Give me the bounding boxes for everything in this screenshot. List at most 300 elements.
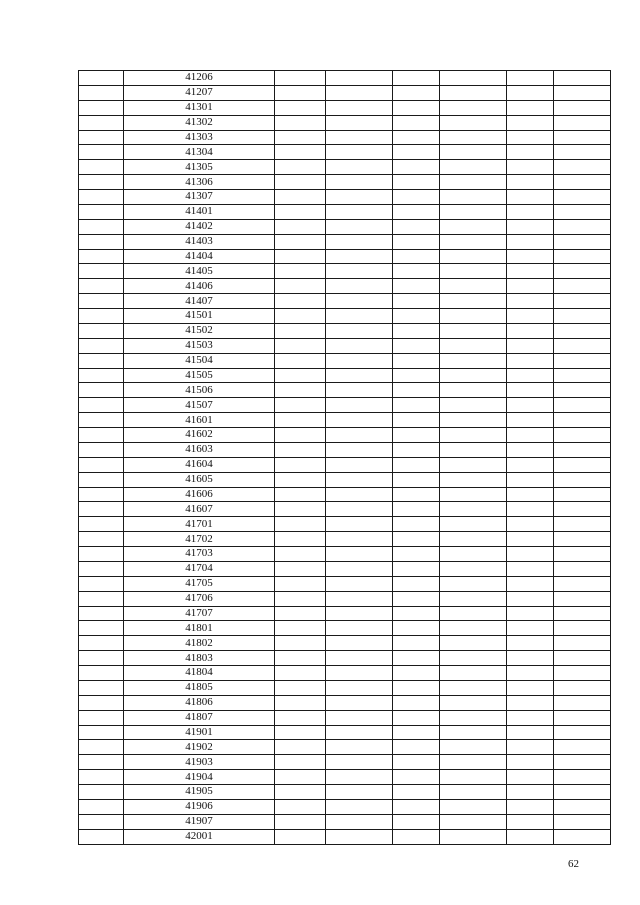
empty-cell bbox=[440, 591, 507, 606]
room-code-cell: 41805 bbox=[124, 680, 275, 695]
empty-cell bbox=[554, 502, 611, 517]
empty-cell bbox=[554, 666, 611, 681]
empty-cell bbox=[507, 755, 554, 770]
table-row bbox=[79, 145, 611, 160]
empty-cell bbox=[554, 145, 611, 160]
empty-cell bbox=[79, 770, 124, 785]
empty-cell bbox=[554, 264, 611, 279]
empty-cell bbox=[440, 338, 507, 353]
empty-cell bbox=[275, 71, 326, 86]
empty-cell bbox=[79, 576, 124, 591]
empty-cell bbox=[507, 85, 554, 100]
empty-cell bbox=[507, 130, 554, 145]
table-row bbox=[79, 785, 611, 800]
empty-cell bbox=[275, 353, 326, 368]
empty-cell bbox=[79, 145, 124, 160]
empty-cell bbox=[507, 279, 554, 294]
empty-cell bbox=[326, 398, 393, 413]
empty-cell bbox=[326, 145, 393, 160]
empty-cell bbox=[326, 160, 393, 175]
empty-cell bbox=[440, 725, 507, 740]
table-row bbox=[79, 175, 611, 190]
empty-cell bbox=[507, 100, 554, 115]
empty-cell bbox=[393, 695, 440, 710]
table-body bbox=[79, 71, 611, 845]
table-row bbox=[79, 71, 611, 86]
room-code-cell: 41905 bbox=[124, 785, 275, 800]
empty-cell bbox=[326, 428, 393, 443]
empty-cell bbox=[275, 680, 326, 695]
empty-cell bbox=[326, 323, 393, 338]
empty-cell bbox=[440, 517, 507, 532]
empty-cell bbox=[79, 115, 124, 130]
empty-cell bbox=[275, 264, 326, 279]
empty-cell bbox=[554, 309, 611, 324]
room-code-cell: 41303 bbox=[124, 130, 275, 145]
room-code-cell: 41803 bbox=[124, 651, 275, 666]
empty-cell bbox=[393, 413, 440, 428]
empty-cell bbox=[440, 398, 507, 413]
empty-cell bbox=[79, 710, 124, 725]
empty-cell bbox=[79, 71, 124, 86]
room-code-cell: 41305 bbox=[124, 160, 275, 175]
room-code-cell: 41405 bbox=[124, 264, 275, 279]
empty-cell bbox=[393, 323, 440, 338]
empty-cell bbox=[393, 249, 440, 264]
empty-cell bbox=[326, 294, 393, 309]
empty-cell bbox=[554, 249, 611, 264]
empty-cell bbox=[393, 145, 440, 160]
empty-cell bbox=[507, 814, 554, 829]
empty-cell bbox=[326, 710, 393, 725]
empty-cell bbox=[275, 710, 326, 725]
empty-cell bbox=[554, 785, 611, 800]
table-row bbox=[79, 442, 611, 457]
empty-cell bbox=[393, 591, 440, 606]
empty-cell bbox=[326, 487, 393, 502]
room-code-cell: 41507 bbox=[124, 398, 275, 413]
empty-cell bbox=[440, 770, 507, 785]
empty-cell bbox=[554, 130, 611, 145]
table-row bbox=[79, 279, 611, 294]
room-code-cell: 41605 bbox=[124, 472, 275, 487]
empty-cell bbox=[326, 279, 393, 294]
empty-cell bbox=[393, 219, 440, 234]
table-row bbox=[79, 100, 611, 115]
empty-cell bbox=[507, 160, 554, 175]
empty-cell bbox=[326, 457, 393, 472]
empty-cell bbox=[440, 442, 507, 457]
empty-cell bbox=[554, 532, 611, 547]
empty-cell bbox=[275, 279, 326, 294]
empty-cell bbox=[507, 323, 554, 338]
empty-cell bbox=[554, 338, 611, 353]
empty-cell bbox=[79, 785, 124, 800]
empty-cell bbox=[326, 651, 393, 666]
empty-cell bbox=[440, 264, 507, 279]
empty-cell bbox=[507, 517, 554, 532]
table-row bbox=[79, 413, 611, 428]
empty-cell bbox=[79, 740, 124, 755]
room-code-cell: 41607 bbox=[124, 502, 275, 517]
empty-cell bbox=[326, 576, 393, 591]
room-code-cell: 41706 bbox=[124, 591, 275, 606]
empty-cell bbox=[275, 547, 326, 562]
room-code-cell: 41407 bbox=[124, 294, 275, 309]
empty-cell bbox=[440, 309, 507, 324]
empty-cell bbox=[554, 204, 611, 219]
empty-cell bbox=[507, 398, 554, 413]
empty-cell bbox=[275, 725, 326, 740]
table-row bbox=[79, 338, 611, 353]
empty-cell bbox=[326, 442, 393, 457]
empty-cell bbox=[326, 666, 393, 681]
room-code-cell: 41504 bbox=[124, 353, 275, 368]
empty-cell bbox=[79, 636, 124, 651]
empty-cell bbox=[275, 145, 326, 160]
empty-cell bbox=[507, 591, 554, 606]
empty-cell bbox=[393, 532, 440, 547]
empty-cell bbox=[507, 309, 554, 324]
room-code-cell: 41707 bbox=[124, 606, 275, 621]
room-code-cell: 41804 bbox=[124, 666, 275, 681]
empty-cell bbox=[79, 264, 124, 279]
empty-cell bbox=[79, 472, 124, 487]
empty-cell bbox=[275, 338, 326, 353]
room-code-cell: 41907 bbox=[124, 814, 275, 829]
empty-cell bbox=[440, 636, 507, 651]
empty-cell bbox=[440, 249, 507, 264]
empty-cell bbox=[79, 755, 124, 770]
room-code-cell: 41302 bbox=[124, 115, 275, 130]
empty-cell bbox=[79, 517, 124, 532]
empty-cell bbox=[275, 561, 326, 576]
empty-cell bbox=[554, 740, 611, 755]
empty-cell bbox=[507, 145, 554, 160]
room-code-cell: 41801 bbox=[124, 621, 275, 636]
empty-cell bbox=[554, 725, 611, 740]
empty-cell bbox=[554, 710, 611, 725]
empty-cell bbox=[554, 368, 611, 383]
empty-cell bbox=[79, 591, 124, 606]
empty-cell bbox=[554, 755, 611, 770]
empty-cell bbox=[393, 755, 440, 770]
empty-cell bbox=[275, 294, 326, 309]
room-code-cell: 41701 bbox=[124, 517, 275, 532]
empty-cell bbox=[440, 814, 507, 829]
table-row bbox=[79, 532, 611, 547]
empty-cell bbox=[440, 621, 507, 636]
empty-cell bbox=[393, 576, 440, 591]
empty-cell bbox=[440, 502, 507, 517]
empty-cell bbox=[326, 770, 393, 785]
empty-cell bbox=[440, 487, 507, 502]
empty-cell bbox=[440, 680, 507, 695]
room-code-cell: 41603 bbox=[124, 442, 275, 457]
room-code-cell: 41506 bbox=[124, 383, 275, 398]
empty-cell bbox=[326, 502, 393, 517]
empty-cell bbox=[393, 190, 440, 205]
empty-cell bbox=[507, 621, 554, 636]
empty-cell bbox=[554, 621, 611, 636]
room-code-cell: 41807 bbox=[124, 710, 275, 725]
empty-cell bbox=[507, 457, 554, 472]
empty-cell bbox=[275, 532, 326, 547]
empty-cell bbox=[554, 100, 611, 115]
empty-cell bbox=[275, 621, 326, 636]
empty-cell bbox=[554, 294, 611, 309]
empty-cell bbox=[393, 85, 440, 100]
empty-cell bbox=[554, 561, 611, 576]
empty-cell bbox=[79, 294, 124, 309]
empty-cell bbox=[554, 680, 611, 695]
empty-cell bbox=[326, 130, 393, 145]
empty-cell bbox=[326, 561, 393, 576]
table-row bbox=[79, 264, 611, 279]
empty-cell bbox=[393, 160, 440, 175]
empty-cell bbox=[507, 190, 554, 205]
empty-cell bbox=[79, 725, 124, 740]
empty-cell bbox=[79, 219, 124, 234]
empty-cell bbox=[393, 472, 440, 487]
empty-cell bbox=[393, 204, 440, 219]
empty-cell bbox=[507, 725, 554, 740]
empty-cell bbox=[440, 428, 507, 443]
table-row bbox=[79, 770, 611, 785]
table-row bbox=[79, 710, 611, 725]
empty-cell bbox=[79, 368, 124, 383]
room-code-cell: 41404 bbox=[124, 249, 275, 264]
empty-cell bbox=[440, 561, 507, 576]
empty-cell bbox=[393, 606, 440, 621]
empty-cell bbox=[440, 457, 507, 472]
empty-cell bbox=[507, 829, 554, 844]
empty-cell bbox=[326, 71, 393, 86]
empty-cell bbox=[507, 234, 554, 249]
table-row bbox=[79, 591, 611, 606]
empty-cell bbox=[554, 695, 611, 710]
empty-cell bbox=[79, 428, 124, 443]
empty-cell bbox=[554, 651, 611, 666]
empty-cell bbox=[79, 442, 124, 457]
empty-cell bbox=[440, 130, 507, 145]
empty-cell bbox=[79, 547, 124, 562]
empty-cell bbox=[393, 636, 440, 651]
empty-cell bbox=[393, 175, 440, 190]
table-row bbox=[79, 547, 611, 562]
empty-cell bbox=[326, 338, 393, 353]
empty-cell bbox=[440, 755, 507, 770]
empty-cell bbox=[507, 249, 554, 264]
empty-cell bbox=[554, 175, 611, 190]
empty-cell bbox=[79, 85, 124, 100]
empty-cell bbox=[554, 547, 611, 562]
empty-cell bbox=[79, 160, 124, 175]
data-table bbox=[78, 70, 611, 845]
empty-cell bbox=[507, 532, 554, 547]
empty-cell bbox=[79, 323, 124, 338]
empty-cell bbox=[554, 799, 611, 814]
room-code-cell: 41401 bbox=[124, 204, 275, 219]
empty-cell bbox=[507, 547, 554, 562]
empty-cell bbox=[275, 472, 326, 487]
empty-cell bbox=[393, 770, 440, 785]
empty-cell bbox=[440, 413, 507, 428]
empty-cell bbox=[507, 428, 554, 443]
empty-cell bbox=[79, 695, 124, 710]
room-code-cell: 41806 bbox=[124, 695, 275, 710]
empty-cell bbox=[393, 666, 440, 681]
empty-cell bbox=[507, 561, 554, 576]
empty-cell bbox=[507, 219, 554, 234]
empty-cell bbox=[326, 368, 393, 383]
table-row bbox=[79, 323, 611, 338]
room-code-cell: 41904 bbox=[124, 770, 275, 785]
empty-cell bbox=[507, 770, 554, 785]
empty-cell bbox=[440, 234, 507, 249]
empty-cell bbox=[275, 770, 326, 785]
empty-cell bbox=[440, 323, 507, 338]
empty-cell bbox=[507, 353, 554, 368]
empty-cell bbox=[326, 100, 393, 115]
room-code-cell: 41503 bbox=[124, 338, 275, 353]
table-row bbox=[79, 651, 611, 666]
empty-cell bbox=[507, 71, 554, 86]
empty-cell bbox=[326, 814, 393, 829]
empty-cell bbox=[79, 532, 124, 547]
empty-cell bbox=[79, 383, 124, 398]
empty-cell bbox=[440, 651, 507, 666]
table-row bbox=[79, 234, 611, 249]
empty-cell bbox=[79, 234, 124, 249]
empty-cell bbox=[393, 428, 440, 443]
empty-cell bbox=[393, 814, 440, 829]
empty-cell bbox=[326, 175, 393, 190]
empty-cell bbox=[507, 264, 554, 279]
empty-cell bbox=[393, 710, 440, 725]
empty-cell bbox=[440, 368, 507, 383]
empty-cell bbox=[326, 621, 393, 636]
table-row bbox=[79, 204, 611, 219]
empty-cell bbox=[440, 785, 507, 800]
empty-cell bbox=[507, 294, 554, 309]
empty-cell bbox=[326, 517, 393, 532]
empty-cell bbox=[554, 472, 611, 487]
table-row bbox=[79, 561, 611, 576]
empty-cell bbox=[275, 115, 326, 130]
empty-cell bbox=[275, 190, 326, 205]
empty-cell bbox=[440, 71, 507, 86]
empty-cell bbox=[440, 799, 507, 814]
table-row bbox=[79, 353, 611, 368]
table-row bbox=[79, 755, 611, 770]
table-row bbox=[79, 799, 611, 814]
empty-cell bbox=[275, 160, 326, 175]
empty-cell bbox=[275, 219, 326, 234]
empty-cell bbox=[393, 457, 440, 472]
empty-cell bbox=[326, 695, 393, 710]
empty-cell bbox=[507, 502, 554, 517]
empty-cell bbox=[507, 651, 554, 666]
room-code-cell: 41206 bbox=[124, 71, 275, 86]
empty-cell bbox=[554, 442, 611, 457]
room-code-cell: 41406 bbox=[124, 279, 275, 294]
empty-cell bbox=[275, 130, 326, 145]
empty-cell bbox=[393, 487, 440, 502]
empty-cell bbox=[326, 799, 393, 814]
table-row bbox=[79, 502, 611, 517]
table-row bbox=[79, 621, 611, 636]
empty-cell bbox=[440, 576, 507, 591]
empty-cell bbox=[440, 85, 507, 100]
empty-cell bbox=[326, 383, 393, 398]
empty-cell bbox=[393, 234, 440, 249]
empty-cell bbox=[326, 829, 393, 844]
empty-cell bbox=[393, 785, 440, 800]
table-row bbox=[79, 457, 611, 472]
table-row bbox=[79, 309, 611, 324]
table-row bbox=[79, 680, 611, 695]
empty-cell bbox=[507, 606, 554, 621]
empty-cell bbox=[275, 100, 326, 115]
empty-cell bbox=[326, 725, 393, 740]
empty-cell bbox=[275, 368, 326, 383]
empty-cell bbox=[440, 160, 507, 175]
empty-cell bbox=[554, 160, 611, 175]
empty-cell bbox=[393, 100, 440, 115]
empty-cell bbox=[326, 353, 393, 368]
empty-cell bbox=[507, 785, 554, 800]
empty-cell bbox=[275, 829, 326, 844]
table-row bbox=[79, 487, 611, 502]
empty-cell bbox=[326, 219, 393, 234]
empty-cell bbox=[440, 710, 507, 725]
empty-cell bbox=[326, 264, 393, 279]
empty-cell bbox=[275, 799, 326, 814]
empty-cell bbox=[275, 398, 326, 413]
table-row bbox=[79, 606, 611, 621]
empty-cell bbox=[554, 234, 611, 249]
empty-cell bbox=[393, 353, 440, 368]
empty-cell bbox=[554, 383, 611, 398]
empty-cell bbox=[326, 234, 393, 249]
empty-cell bbox=[275, 517, 326, 532]
empty-cell bbox=[440, 353, 507, 368]
empty-cell bbox=[440, 532, 507, 547]
empty-cell bbox=[326, 547, 393, 562]
table-row bbox=[79, 829, 611, 844]
empty-cell bbox=[554, 428, 611, 443]
empty-cell bbox=[440, 666, 507, 681]
empty-cell bbox=[326, 309, 393, 324]
empty-cell bbox=[79, 651, 124, 666]
empty-cell bbox=[554, 457, 611, 472]
empty-cell bbox=[79, 666, 124, 681]
empty-cell bbox=[79, 606, 124, 621]
empty-cell bbox=[507, 710, 554, 725]
empty-cell bbox=[393, 561, 440, 576]
empty-cell bbox=[275, 85, 326, 100]
empty-cell bbox=[393, 547, 440, 562]
empty-cell bbox=[440, 294, 507, 309]
empty-cell bbox=[393, 725, 440, 740]
empty-cell bbox=[393, 799, 440, 814]
table-row bbox=[79, 576, 611, 591]
empty-cell bbox=[326, 755, 393, 770]
empty-cell bbox=[440, 204, 507, 219]
empty-cell bbox=[507, 383, 554, 398]
empty-cell bbox=[79, 249, 124, 264]
